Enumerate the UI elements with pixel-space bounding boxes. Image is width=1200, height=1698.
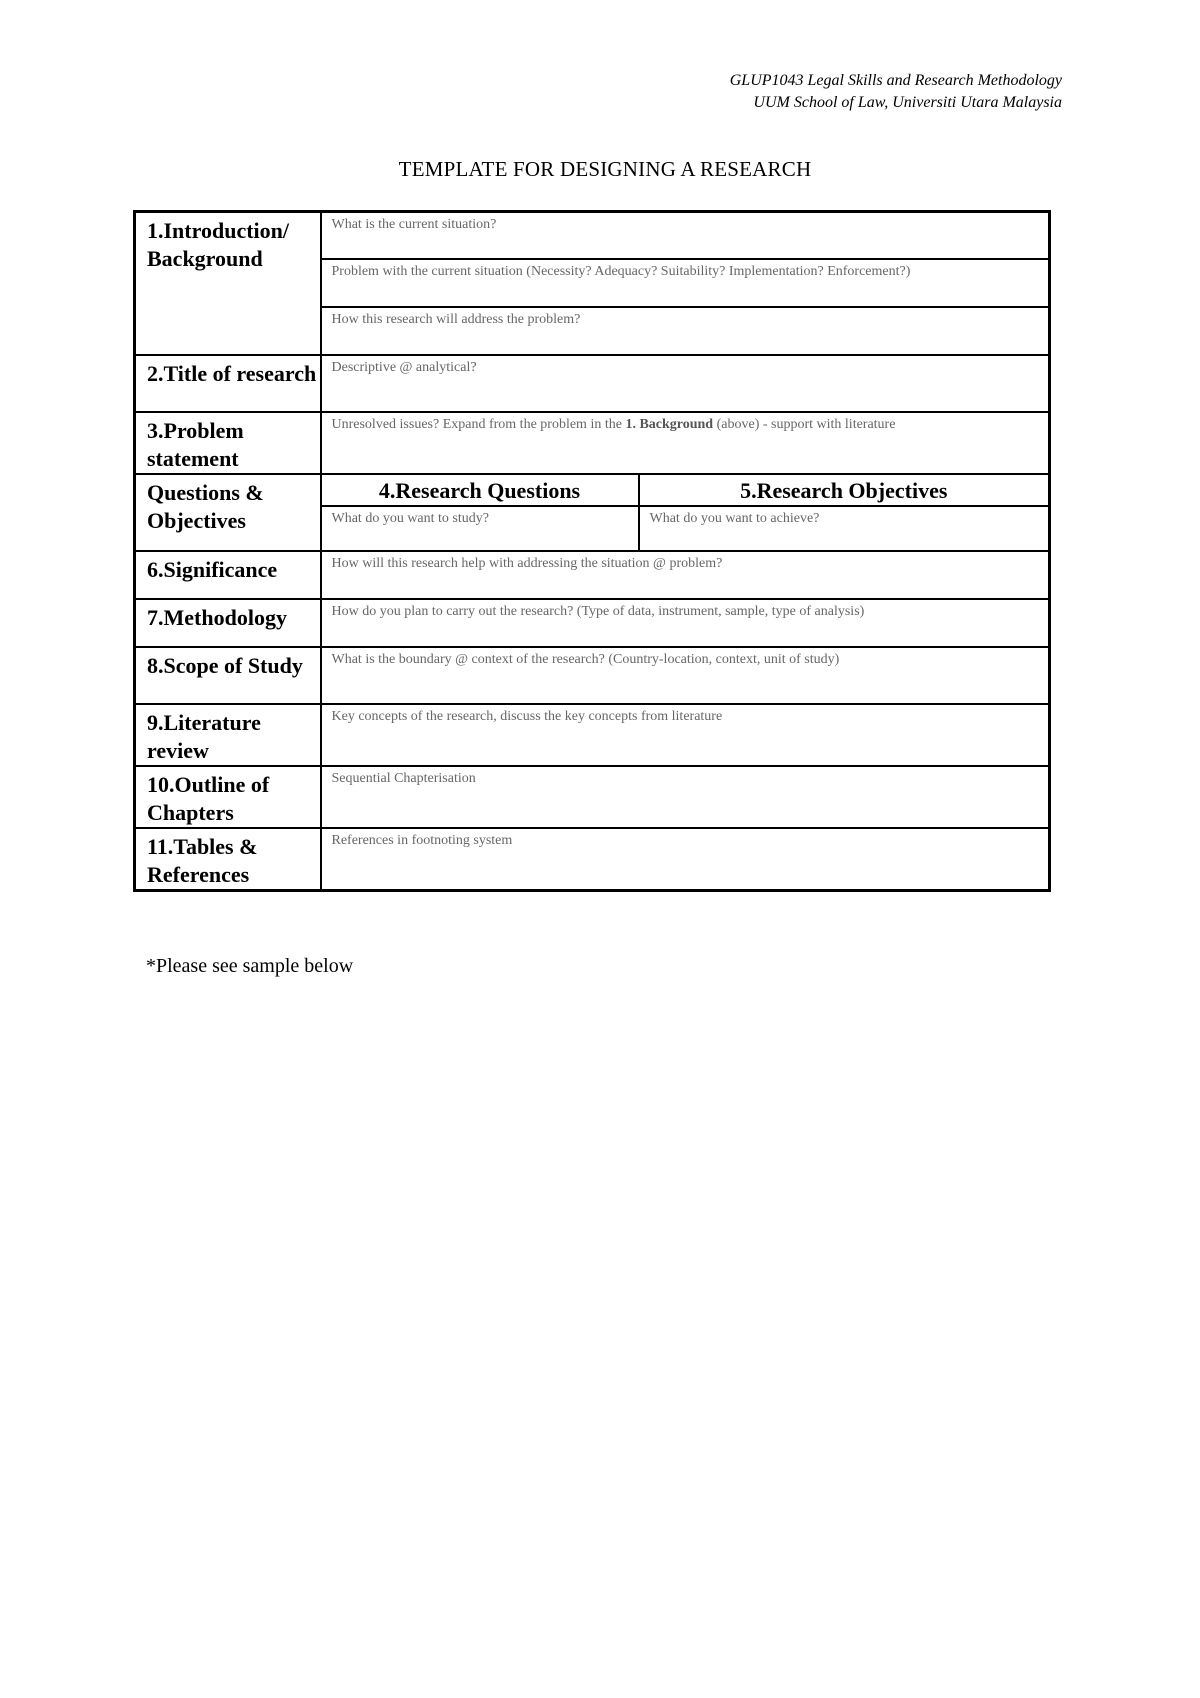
- methodology-hint: How do you plan to carry out the research? (Type of data, instrument, sample, type of analysis): [321, 599, 1050, 647]
- title-of-research-label: 2.Title of research: [135, 355, 321, 412]
- problem-statement-label: 3.Problem statement: [135, 412, 321, 474]
- research-template-table: [133, 210, 1051, 892]
- table-row: [135, 474, 1050, 506]
- significance-label: 6.Significance: [135, 551, 321, 599]
- intro-hint-current-situation: What is the current situation?: [321, 212, 1050, 259]
- table-row: [135, 766, 1050, 828]
- document-header: [730, 70, 1062, 114]
- page-title: TEMPLATE FOR DESIGNING A RESEARCH: [398, 157, 812, 181]
- course-name: GLUP1043 Legal Skills and Research Methodology: [729, 72, 1062, 89]
- outline-hint: Sequential Chapterisation: [321, 766, 1050, 828]
- table-row: [135, 412, 1050, 474]
- literature-label: 9.Literature review: [135, 704, 321, 766]
- literature-hint: Key concepts of the research, discuss the key concepts from literature: [321, 704, 1050, 766]
- references-label: 11.Tables & References: [135, 828, 321, 891]
- questions-objectives-label: Questions & Objectives: [135, 474, 321, 551]
- problem-statement-hint-text-2: (above) - support with literature: [713, 416, 896, 432]
- scope-hint: What is the boundary @ context of the research? (Country-location, context, unit of study): [321, 647, 1050, 704]
- title-of-research-hint: Descriptive @ analytical?: [321, 355, 1050, 412]
- footnote: *Please see sample below: [146, 955, 354, 977]
- problem-statement-hint-bold: 1. Background: [625, 416, 714, 432]
- research-objectives-hint: What do you want to achieve?: [639, 506, 1050, 551]
- problem-statement-hint: [321, 412, 1050, 474]
- intro-hint-problem: Problem with the current situation (Necessity? Adequacy? Suitability? Implementation? Enforcement?): [321, 259, 1050, 307]
- scope-label: 8.Scope of Study: [135, 647, 321, 704]
- table-row: [135, 647, 1050, 704]
- methodology-label: 7.Methodology: [135, 599, 321, 647]
- research-objectives-heading: 5.Research Objectives: [639, 474, 1050, 506]
- table-row: [135, 551, 1050, 599]
- table-row: [135, 704, 1050, 766]
- problem-statement-hint-text-1: Unresolved issues? Expand from the problem in the: [331, 416, 626, 432]
- references-hint: References in footnoting system: [321, 828, 1050, 891]
- table-row: [135, 599, 1050, 647]
- outline-label: 10.Outline of Chapters: [135, 766, 321, 828]
- table-row: [135, 828, 1050, 891]
- intro-label: 1.Introduction/ Background: [135, 212, 321, 355]
- school-name: UUM School of Law, Universiti Utara Malaysia: [753, 94, 1062, 111]
- research-questions-heading: 4.Research Questions: [321, 474, 639, 506]
- significance-hint: How will this research help with addressing the situation @ problem?: [321, 551, 1050, 599]
- research-questions-hint: What do you want to study?: [321, 506, 639, 551]
- intro-hint-address: How this research will address the problem?: [321, 307, 1050, 355]
- table-row: [135, 212, 1050, 259]
- table-row: [135, 355, 1050, 412]
